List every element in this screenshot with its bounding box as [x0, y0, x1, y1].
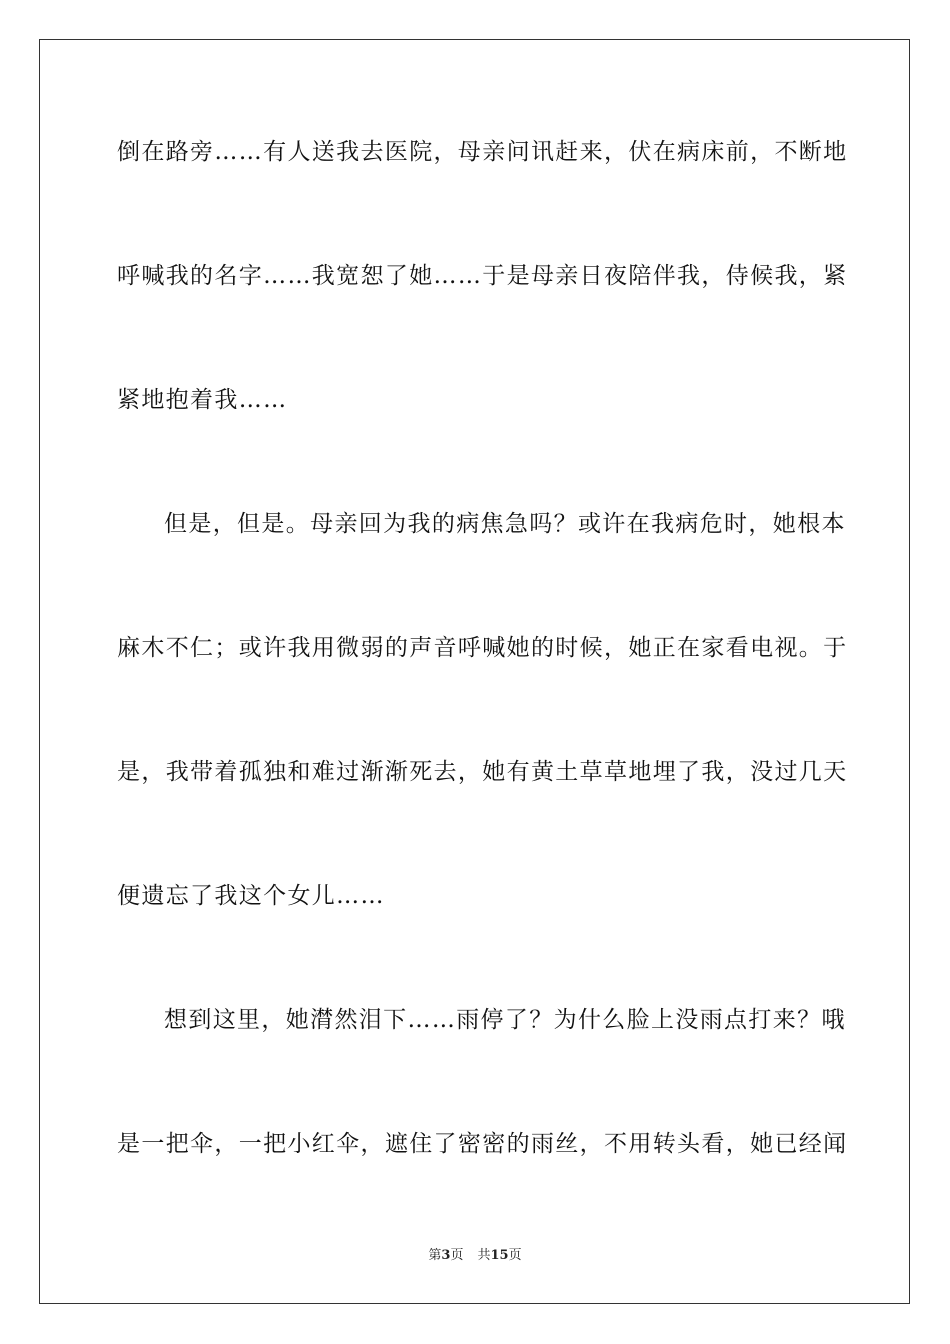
footer-total-prefix: 共	[477, 1248, 491, 1263]
text-line: 倒在路旁……有人送我去医院，母亲问讯赶来，伏在病床前，不断地	[117, 139, 848, 165]
text-line: 便遗忘了我这个女儿……	[117, 883, 385, 909]
page-footer	[0, 1247, 950, 1265]
footer-page-number: 3	[441, 1248, 451, 1263]
paragraph-first-line: 想到这里，她潸然泪下……雨停了？为什么脸上没雨点打来？哦	[164, 1007, 846, 1033]
footer-total-suffix: 页	[508, 1248, 522, 1263]
text-line: 呼喊我的名字……我宽恕了她……于是母亲日夜陪伴我，侍候我，紧	[117, 263, 848, 289]
footer-total-pages: 15	[490, 1248, 509, 1263]
text-line: 是一把伞，一把小红伞，遮住了密密的雨丝，不用转头看，她已经闻	[117, 1131, 848, 1157]
footer-page-suffix: 页	[450, 1248, 464, 1263]
text-line: 紧地抱着我……	[117, 387, 288, 413]
page-border	[39, 39, 910, 1304]
footer-page-prefix: 第	[428, 1248, 442, 1263]
text-line: 是，我带着孤独和难过渐渐死去，她有黄土草草地埋了我，没过几天	[117, 759, 848, 785]
paragraph-first-line: 但是，但是。母亲回为我的病焦急吗？或许在我病危时，她根本	[164, 511, 846, 537]
text-line: 麻木不仁；或许我用微弱的声音呼喊她的时候，她正在家看电视。于	[117, 635, 848, 661]
